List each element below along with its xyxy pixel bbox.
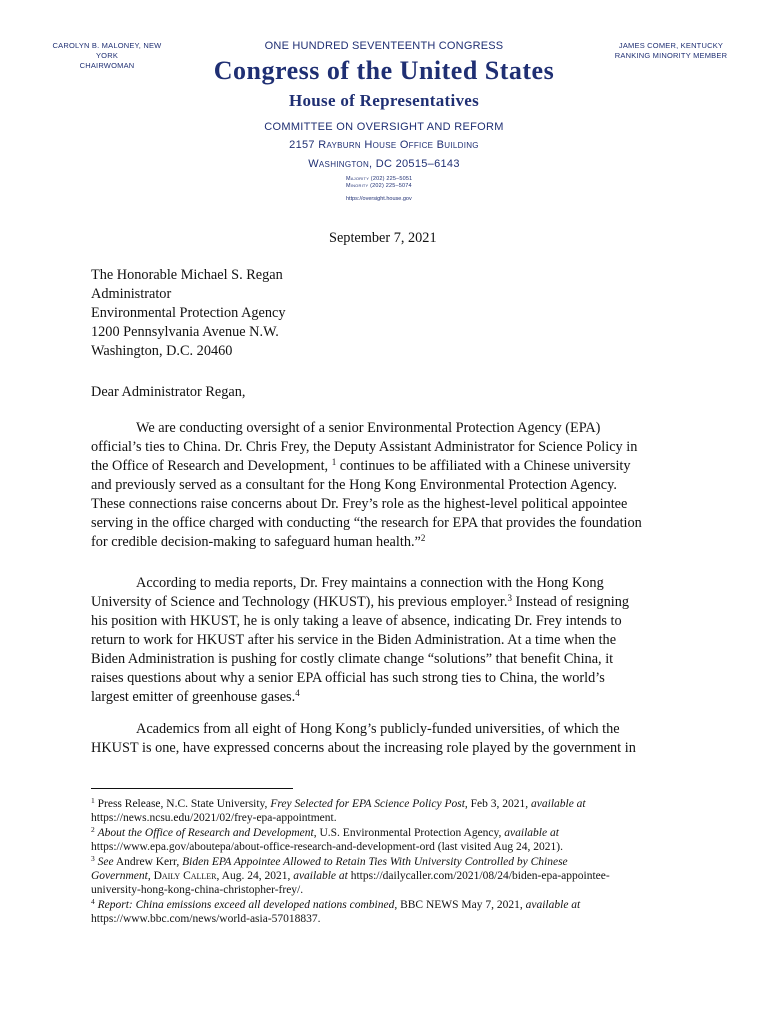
paragraph-line: Biden Administration is pushing for costly climate change “solutions” that benefit China, it — [91, 651, 614, 667]
text-run: , Feb 3, 2021, — [464, 798, 532, 810]
address-line: Environmental Protection Agency — [91, 305, 286, 321]
paragraph-line: HKUST is one, have expressed concerns about the increasing role played by the government in — [91, 740, 636, 756]
paragraph-line: official’s ties to China. Dr. Chris Frey, the Deputy Assistant Administrator for Science Policy in — [91, 439, 638, 455]
footnote-url[interactable]: https://news.ncsu.edu/2021/02/frey-epa-appointment. — [91, 812, 337, 825]
paragraph-line: raises questions about why a senior EPA official has such strong ties to China, the world’s — [91, 670, 605, 686]
footnote-ref[interactable]: 4 — [295, 688, 300, 698]
committee-name: COMMITTEE ON OVERSIGHT AND REFORM — [264, 121, 504, 133]
source-title: Biden EPA Appointee Allowed to Retain Ties With University Controlled by Chinese — [182, 855, 568, 868]
footnote-2 — [91, 826, 691, 840]
paragraph-line — [91, 593, 681, 612]
footnote-number: 4 — [91, 896, 95, 906]
paragraph-line: his position with HKUST, he is only taking a leave of absence, indicating Dr. Frey intends to — [91, 613, 622, 629]
paragraph-line: Academics from all eight of Hong Kong’s publicly-funded universities, of which the — [136, 721, 620, 737]
publication: Daily Caller — [153, 869, 217, 882]
source-title: Frey Selected for EPA Science Policy Post — [270, 798, 465, 810]
text-run: , U.S. Environmental Protection Agency, — [313, 826, 505, 839]
footnote-1 — [91, 797, 691, 811]
text-run: , Aug. 24, 2021, — [216, 869, 294, 882]
city-address: Washington, DC 20515–6143 — [308, 158, 460, 170]
phone-minority: Minority (202) 225–5074 — [346, 183, 412, 189]
footnotes — [91, 797, 691, 927]
footnote-divider — [91, 788, 293, 789]
address-line: The Honorable Michael S. Regan — [91, 267, 283, 283]
available-at: available at — [531, 798, 586, 810]
footnote-3 — [91, 855, 691, 869]
paragraph-2 — [91, 574, 681, 707]
text-run: Instead of resigning — [511, 594, 630, 610]
paragraph-line: return to work for HKUST after his service in the Biden Administration. At a time when the — [91, 632, 617, 648]
text-run: University of Science and Technology (HKUST), his previous employer. — [91, 594, 508, 610]
available-at: available at — [525, 898, 581, 911]
chair-name: CAROLYN B. MALONEY, NEW YORK — [52, 41, 162, 60]
source-title: About the Office of Research and Development — [97, 826, 314, 839]
paragraph-line: These connections raise concerns about Dr. Frey’s role as the highest-level political appointee — [91, 496, 628, 512]
footnote-ref[interactable]: 1 — [331, 457, 337, 467]
available-at: available at — [293, 869, 348, 882]
paragraph-line — [91, 688, 681, 707]
footnote-4 — [91, 898, 691, 912]
address-line: 1200 Pennsylvania Avenue N.W. — [91, 324, 279, 340]
phone-majority: Majority (202) 225–5051 — [346, 176, 413, 182]
footnote-3-cont — [91, 869, 691, 883]
footnote-number: 2 — [91, 824, 95, 834]
footnote-number: 3 — [91, 853, 95, 863]
congress-title: Congress of the United States — [213, 56, 555, 85]
footnote-ref[interactable]: 2 — [420, 533, 426, 543]
website-link[interactable]: https://oversight.house.gov — [346, 196, 412, 202]
see-signal: See — [97, 855, 114, 868]
salutation: Dear Administrator Regan, — [91, 384, 246, 400]
text-run: largest emitter of greenhouse gases. — [91, 689, 296, 705]
text-run: the Office of Research and Development, — [91, 458, 332, 474]
address-line: Administrator — [91, 286, 172, 302]
paragraph-line: serving in the office charged with conducting “the research for EPA that provides the foundation — [91, 515, 642, 531]
ranking-member-block — [610, 41, 732, 61]
available-at: available at — [504, 826, 559, 839]
footnote-url[interactable]: https://dailycaller.com/2021/08/24/biden-epa-appointee- — [347, 869, 610, 882]
text-run: Press Release, N.C. State University, — [94, 798, 271, 810]
text-run: continues to be affiliated with a Chinese university — [336, 458, 631, 474]
footnote-url[interactable]: university-hong-kong-china-christopher-frey/. — [91, 884, 304, 897]
source-title: Report: China emissions exceed all developed nations combined — [97, 898, 395, 911]
text-run: for credible decision-making to safeguard human health.” — [91, 534, 421, 550]
paragraph-3 — [91, 720, 681, 758]
chair-title: CHAIRWOMAN — [79, 61, 135, 70]
paragraph-line: We are conducting oversight of a senior Environmental Protection Agency (EPA) — [136, 420, 601, 436]
recipient-address — [91, 266, 286, 361]
paragraph-line: According to media reports, Dr. Frey maintains a connection with the Hong Kong — [136, 575, 604, 591]
text-run: , BBC NEWS May 7, 2021, — [394, 898, 526, 911]
house-title: House of Representatives — [288, 91, 480, 110]
address-line: Washington, D.C. 20460 — [91, 343, 233, 359]
text-run: , — [147, 869, 154, 882]
paragraph-line: and previously served as a consultant for the Hong Kong Environmental Protection Agency. — [91, 477, 617, 493]
letter-date: September 7, 2021 — [329, 230, 437, 246]
ranking-member-name: JAMES COMER, KENTUCKY — [618, 41, 724, 50]
footnote-url[interactable]: https://www.epa.gov/aboutepa/about-office-research-and-development-ord (last visited Aug 24, 2021). — [91, 841, 563, 854]
chair-block — [47, 41, 167, 71]
paragraph-1 — [91, 419, 681, 552]
source-title: Government — [91, 869, 148, 882]
congress-number: ONE HUNDRED SEVENTEENTH CONGRESS — [264, 40, 504, 52]
footnote-url[interactable]: https://www.bbc.com/news/world-asia-57018837. — [91, 913, 321, 926]
ranking-member-title: RANKING MINORITY MEMBER — [614, 51, 728, 60]
paragraph-line — [91, 457, 681, 476]
footnote-number: 1 — [91, 796, 95, 805]
footnote-ref[interactable]: 3 — [507, 593, 512, 603]
text-run: Andrew Kerr, — [113, 855, 183, 868]
paragraph-line — [91, 533, 681, 552]
building-address: 2157 Rayburn House Office Building — [289, 139, 479, 151]
